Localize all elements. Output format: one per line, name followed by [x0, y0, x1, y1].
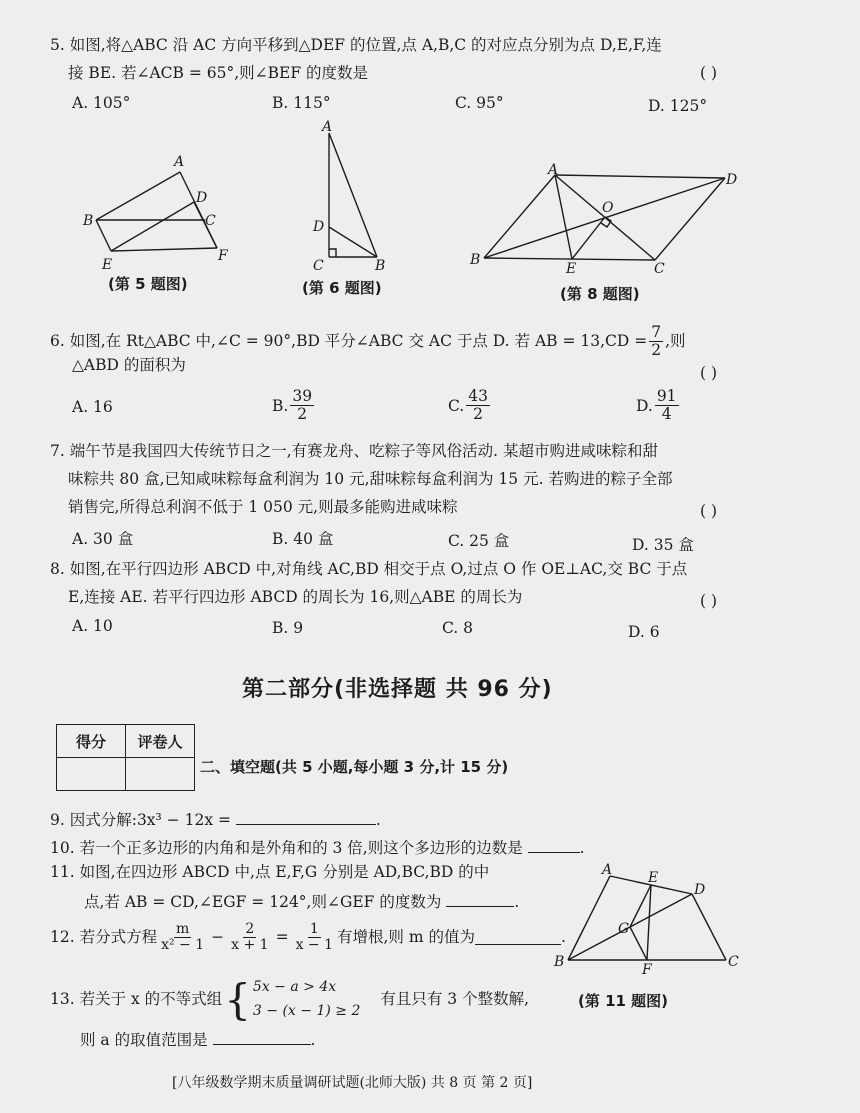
q7-line2: 味粽共 80 盒,已知咸味粽每盒利润为 10 元,甜味粽每盒利润为 15 元. 若购进的粽子全部	[68, 470, 673, 488]
q6-answer-paren: ( )	[700, 364, 718, 382]
q12-f3-den: x − 1	[295, 937, 333, 954]
q6-option-a: A. 16	[72, 398, 113, 416]
q7-option-b: B. 40 盒	[272, 530, 334, 548]
fig8-label-a: A	[548, 162, 559, 178]
q6-option-b	[272, 388, 316, 423]
q7-line1: 7. 端午节是我国四大传统节日之一,有赛龙舟、吃粽子等风俗活动. 某超市购进咸味粽和甜	[50, 442, 658, 460]
q9-text: 9. 因式分解:3x³ − 12x =	[50, 811, 231, 829]
q7-option-c: C. 25 盒	[448, 532, 510, 550]
figure-5	[80, 148, 250, 272]
figure-11	[548, 860, 748, 980]
score-table	[56, 724, 195, 791]
fig8-caption: (第 8 题图)	[560, 285, 640, 303]
fig11-label-e: E	[648, 870, 659, 886]
q5-option-d: D. 125°	[648, 97, 708, 115]
q6-option-c-den: 2	[473, 405, 484, 424]
q7-option-d: D. 35 盒	[632, 536, 694, 554]
q10-text: 10. 若一个正多边形的内角和是外角和的 3 倍,则这个多边形的边数是	[50, 839, 523, 857]
q6-line1	[50, 324, 686, 359]
q13-line2-text: 则 a 的取值范围是	[80, 1031, 208, 1049]
q6-option-b-den: 2	[297, 405, 308, 424]
fig11-label-g: G	[618, 921, 630, 937]
q6-option-d	[636, 388, 681, 423]
q5-option-c: C. 95°	[455, 94, 504, 112]
q5-line1: 5. 如图,将△ABC 沿 AC 方向平移到△DEF 的位置,点 A,B,C 的对应点分别为点 D,E,F,连	[50, 36, 662, 54]
q6-option-b-label: B.	[272, 396, 289, 415]
q11-line1: 11. 如图,在四边形 ABCD 中,点 E,F,G 分别是 AD,BC,BD 的中	[50, 863, 490, 881]
fig5-label-c: C	[205, 213, 216, 229]
q6-option-b-num: 39	[292, 387, 313, 405]
fig8-label-b: B	[470, 252, 481, 268]
q13	[50, 976, 529, 1024]
q6-line2: △ABD 的面积为	[72, 356, 186, 374]
q5-line2: 接 BE. 若∠ACB = 65°,则∠BEF 的度数是	[68, 64, 369, 82]
score-header: 得分	[57, 725, 126, 758]
q13-line2	[80, 1030, 315, 1049]
q12-f1-den: x² − 1	[161, 937, 205, 954]
q11-line2-text: 点,若 AB = CD,∠EGF = 124°,则∠GEF 的度数为	[84, 893, 442, 911]
part2-heading: 第二部分(非选择题 共 96 分)	[242, 677, 553, 702]
q8-option-a: A. 10	[72, 617, 113, 635]
fig6-caption: (第 6 题图)	[302, 279, 382, 297]
q13-blank[interactable]	[213, 1030, 311, 1045]
fig8-label-e: E	[566, 261, 577, 277]
q10-blank[interactable]	[528, 838, 580, 853]
q12-minus: −	[211, 928, 225, 947]
q10	[50, 838, 585, 857]
q8-option-b: B. 9	[272, 619, 304, 637]
q8-line2: E,连接 AE. 若平行四边形 ABCD 的周长为 16,则△ABE 的周长为	[68, 588, 523, 606]
fig6-label-a: A	[322, 119, 333, 135]
fig5-label-b: B	[83, 213, 94, 229]
fig8-label-c: C	[654, 261, 665, 277]
q6-option-d-den: 4	[661, 405, 672, 424]
fig8-label-d: D	[726, 172, 738, 188]
fig11-label-f: F	[642, 962, 652, 978]
q5-answer-paren: ( )	[700, 64, 718, 82]
q6-cd-fraction	[649, 324, 663, 359]
page-footer: [八年级数学期末质量调研试题(北师大版) 共 8 页 第 2 页]	[172, 1075, 533, 1091]
q6-option-d-label: D.	[636, 396, 653, 415]
q12-f2-num: 2	[245, 921, 255, 937]
q12-f3-num: 1	[309, 921, 319, 937]
q6-line1-end: ,则	[665, 331, 686, 350]
q9	[50, 810, 381, 829]
fig6-label-b: B	[375, 258, 385, 274]
fig5-label-a: A	[174, 154, 185, 170]
q7-line3: 销售完,所得总利润不低于 1 050 元,则最多能购进咸味粽	[68, 498, 458, 516]
q13-prefix: 13. 若关于 x 的不等式组	[50, 990, 223, 1009]
q6-cd-numerator: 7	[651, 323, 662, 341]
q11-line2	[84, 892, 519, 911]
q12-suffix: 有增根,则 m 的值为	[337, 928, 475, 947]
q6-option-c-num: 43	[468, 387, 488, 405]
q6-option-d-num: 91	[656, 387, 677, 405]
q6-option-c-label: C.	[448, 396, 465, 415]
fig5-label-e: E	[102, 257, 113, 272]
q12-blank[interactable]	[475, 930, 561, 945]
fig6-label-c: C	[313, 258, 324, 274]
q12	[50, 922, 566, 954]
q12-f1-num: m	[175, 921, 190, 937]
fig8-label-o: O	[602, 200, 614, 216]
q5-option-a: A. 105°	[72, 94, 131, 112]
q11-end: .	[514, 893, 520, 911]
q13-suffix: 有且只有 3 个整数解,	[380, 990, 530, 1009]
q7-answer-paren: ( )	[700, 502, 718, 520]
figure-8	[468, 160, 748, 280]
fig5-caption: (第 5 题图)	[108, 275, 188, 293]
q12-equals: =	[275, 928, 289, 947]
grader-header: 评卷人	[126, 725, 195, 758]
fig5-label-f: F	[218, 248, 228, 264]
q12-f2-den: x + 1	[231, 937, 269, 954]
q13-brace: {	[224, 974, 251, 1024]
section2-title: 二、填空题(共 5 小题,每小题 3 分,计 15 分)	[200, 758, 509, 776]
q8-line1: 8. 如图,在平行四边形 ABCD 中,对角线 AC,BD 相交于点 O,过点 O 作 OE⊥AC,交 BC 于点	[50, 560, 688, 578]
q13-ineq2: 3 − (x − 1) ≥ 2	[252, 1002, 361, 1019]
q12-prefix: 12. 若分式方程	[50, 928, 158, 947]
fig11-label-c: C	[728, 954, 739, 970]
fig5-label-d: D	[196, 190, 208, 206]
fig11-caption: (第 11 题图)	[578, 992, 669, 1010]
q13-end: .	[310, 1031, 316, 1049]
q12-end: .	[560, 928, 566, 947]
grader-cell	[126, 758, 195, 791]
q5-option-b: B. 115°	[272, 94, 331, 112]
q13-system	[253, 976, 360, 1024]
q6-option-c	[448, 388, 492, 423]
fig11-label-d: D	[694, 882, 706, 898]
figure-6	[305, 115, 385, 275]
q6-line1-text: 6. 如图,在 Rt△ABC 中,∠C = 90°,BD 平分∠ABC 交 AC 于点 D. 若 AB = 13,CD =	[50, 331, 648, 350]
q9-end: .	[375, 811, 381, 829]
q11-blank[interactable]	[446, 892, 514, 907]
q10-end: .	[579, 839, 585, 857]
q6-cd-denominator: 2	[651, 341, 662, 360]
q8-option-d: D. 6	[628, 623, 660, 641]
fig11-label-a: A	[602, 862, 613, 878]
q8-answer-paren: ( )	[700, 592, 718, 610]
q9-blank[interactable]	[236, 810, 376, 825]
fig11-label-b: B	[554, 954, 565, 970]
fig6-label-d: D	[313, 219, 325, 235]
score-cell	[57, 758, 126, 791]
q13-ineq1: 5x − a > 4x	[252, 979, 337, 995]
q7-option-a: A. 30 盒	[72, 530, 134, 548]
q8-option-c: C. 8	[442, 619, 474, 637]
